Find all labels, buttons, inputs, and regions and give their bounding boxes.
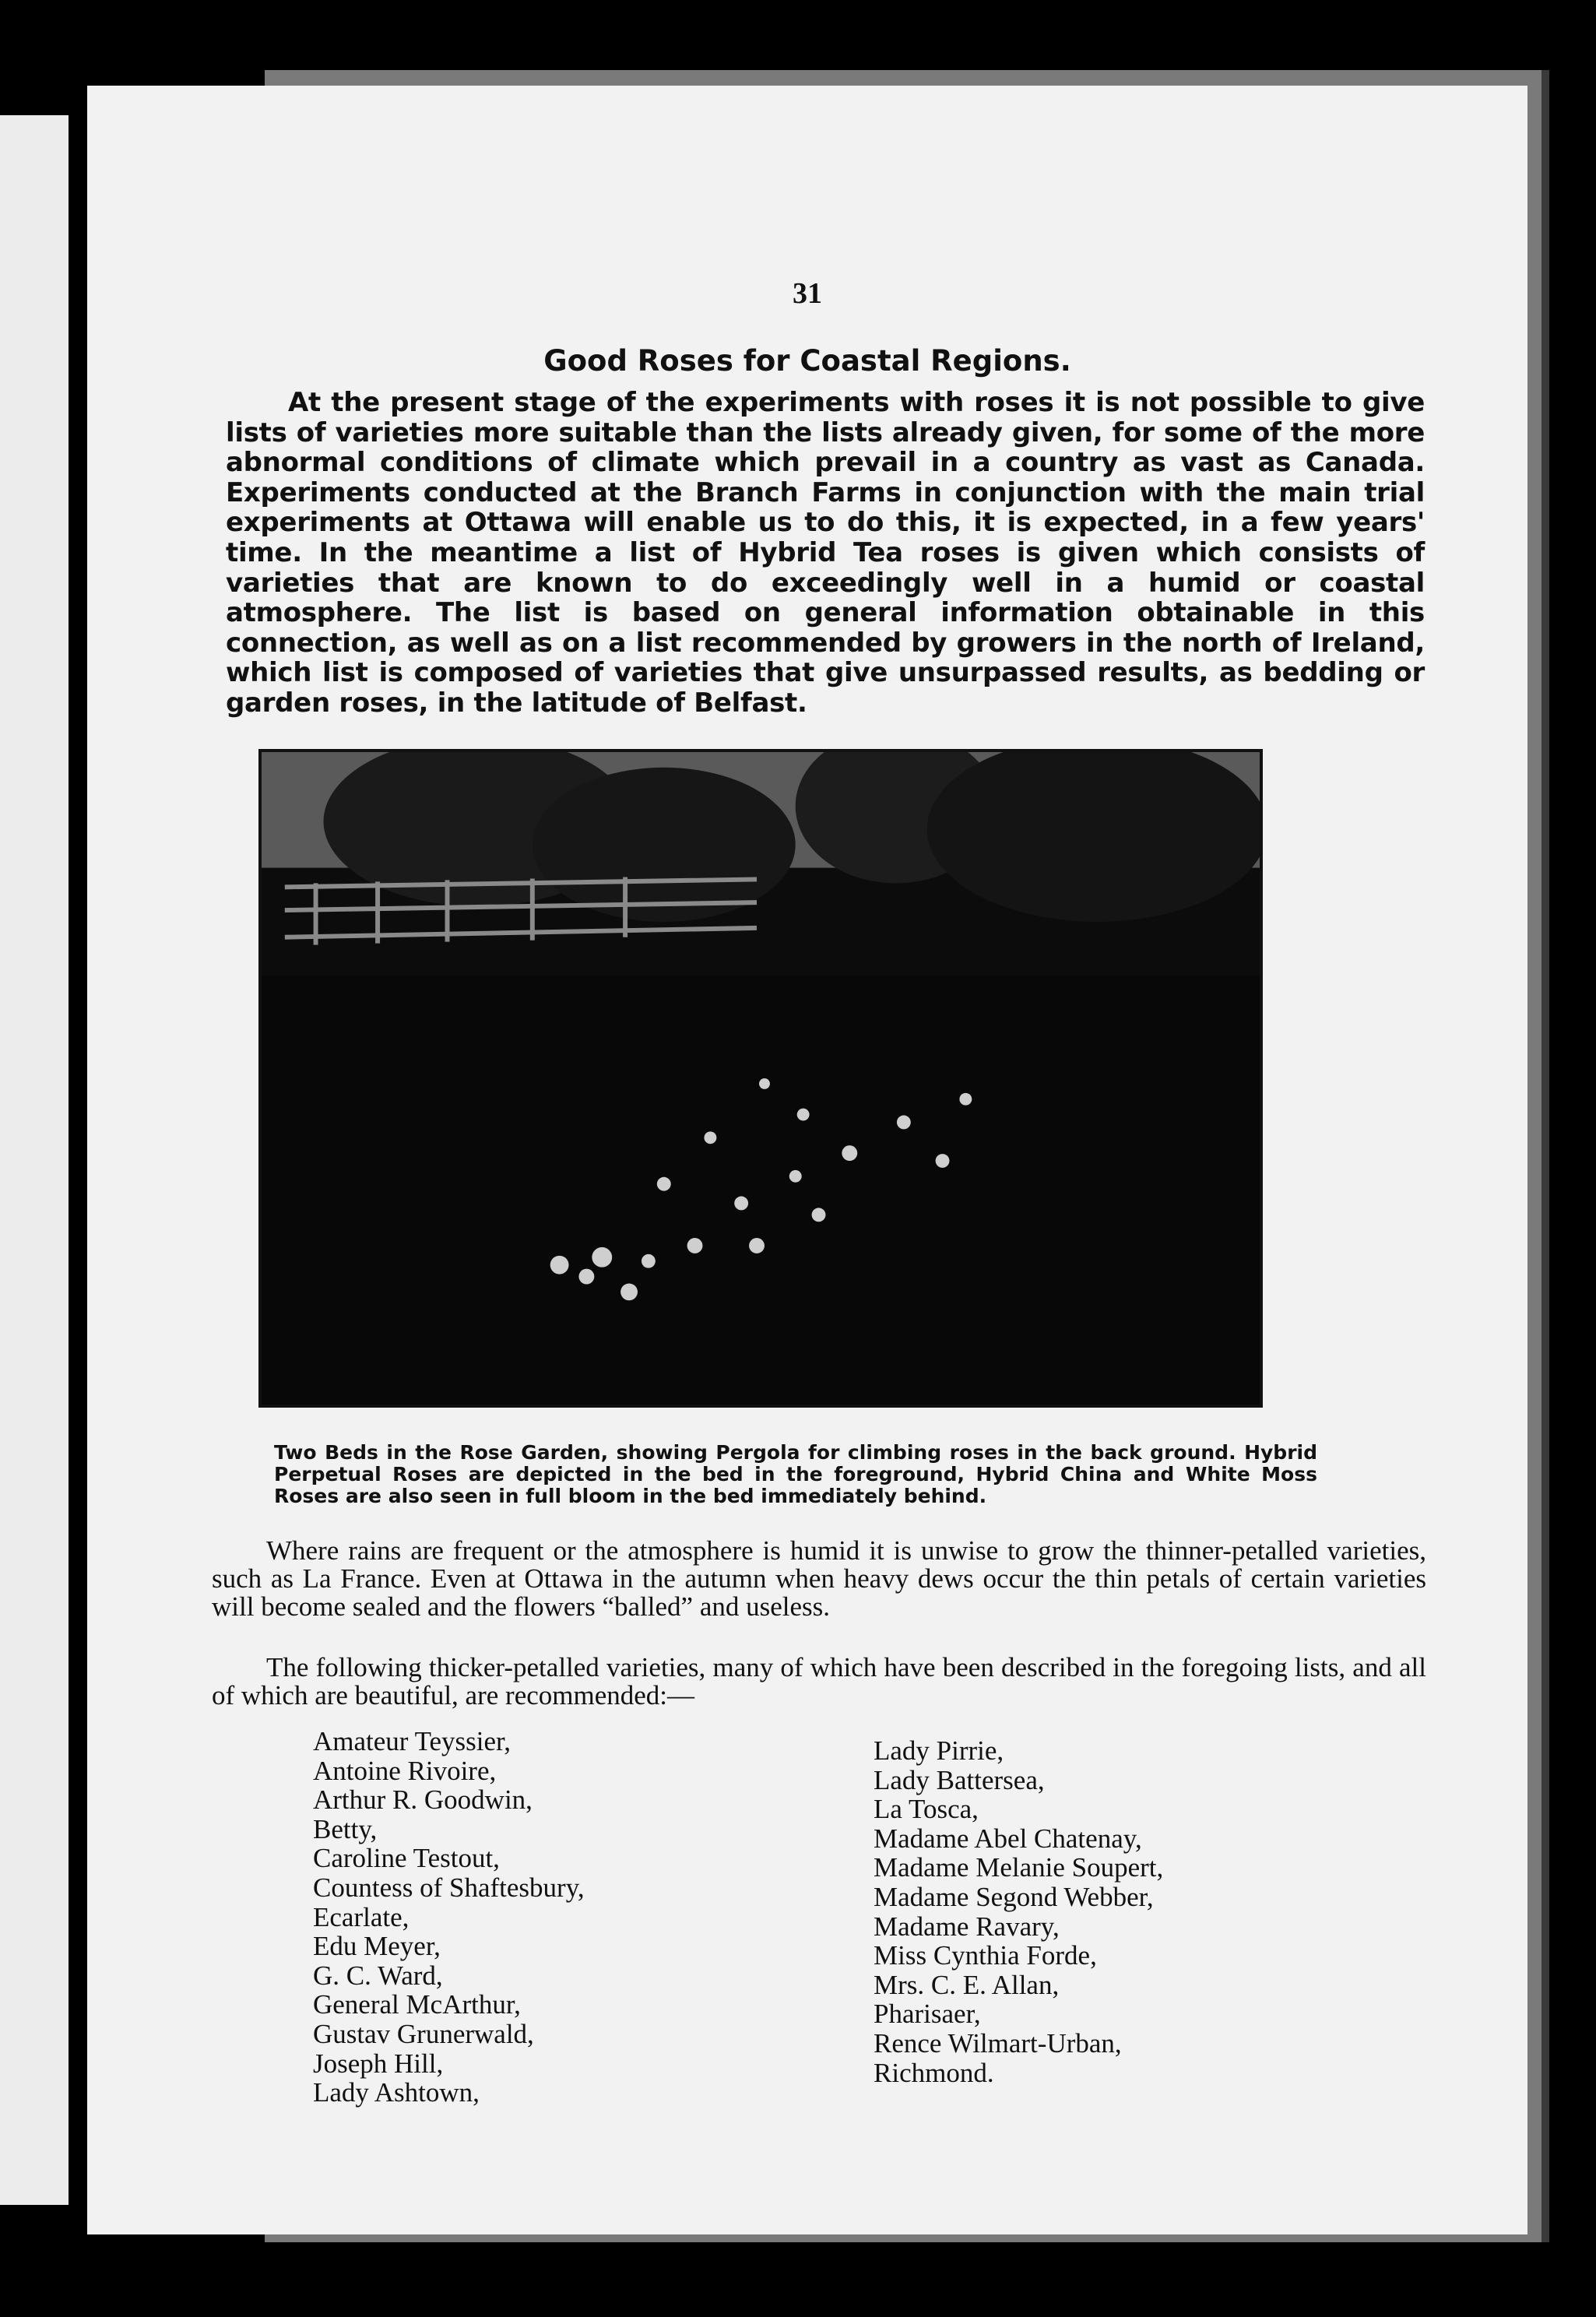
variety-item: Madame Ravary, (874, 1911, 1060, 1942)
variety-item: G. C. Ward, (313, 1960, 443, 1991)
page-number: 31 (793, 277, 822, 310)
variety-item: Madame Segond Webber, (874, 1881, 1154, 1912)
photo-caption: Two Beds in the Rose Garden, showing Pergola for climbing roses in the back ground. Hybrid Perpetual Roses are depicted in the bed in the foreground, Hybrid China and White Moss Roses are also seen in full bloom in the bed immediately behind. (274, 1441, 1317, 1507)
variety-item: Lady Battersea, (874, 1764, 1045, 1795)
variety-item: Ecarlate, (313, 1901, 410, 1932)
section-heading: Good Roses for Coastal Regions. (543, 344, 1071, 378)
variety-item: Lady Pirrie, (874, 1735, 1004, 1766)
variety-item: Madame Abel Chatenay, (874, 1823, 1142, 1854)
variety-item: General McArthur, (313, 1989, 521, 2020)
body-paragraph-recommended: The following thicker-petalled varieties, many of which have been described in the foregoing lists, and all of which are beautiful, are recommended:— (212, 1652, 1426, 1711)
variety-item: Miss Cynthia Forde, (874, 1940, 1097, 1971)
intro-paragraph: At the present stage of the experiments with roses it is not possible to give lists of varieties more suitable than the lists already given, for some of the more abnormal conditions of climate which prevail in a country as vast as Canada. Experiments conducted at the Branch Farms in conjunction with the main trial experiments at Ottawa will enable us to do this, it is expected, in a few years' time. In the meantime a list of Hybrid Tea roses is given which consists of varieties that are known to do exceedingly well in a humid or coastal atmosphere. The list is based on general information obtainable in this connection, as well as on a list recommended by growers in the north of Ireland, which list is composed of varieties that give unsurpassed results, as bedding or garden roses, in the latitude of Belfast. (226, 387, 1425, 719)
variety-item: Rence Wilmart-Urban, (874, 2027, 1122, 2059)
variety-item: Mrs. C. E. Allan, (874, 1969, 1060, 2000)
variety-list-right (874, 1736, 1341, 2087)
adjacent-page-edge (0, 115, 69, 2205)
variety-item: Gustav Grunerwald, (313, 2018, 534, 2049)
variety-item: Lady Ashtown, (313, 2077, 480, 2108)
variety-item: Antoine Rivoire, (313, 1755, 497, 1786)
variety-item: Richmond. (874, 2057, 994, 2088)
body-paragraph-humid: Where rains are frequent or the atmosphere is humid it is unwise to grow the thinner-petalled varieties, such as La France. Even at Ottawa in the autumn when heavy dews occur the thin petals of certain varieties will become sealed and the flowers “balled” and useless. (212, 1535, 1426, 1622)
document-page (87, 86, 1527, 2234)
variety-item: Countess of Shaftesbury, (313, 1872, 585, 1903)
variety-item: Caroline Testout, (313, 1843, 500, 1874)
variety-item: Edu Meyer, (313, 1931, 441, 1962)
variety-item: Arthur R. Goodwin, (313, 1784, 533, 1816)
rose-garden-photo (258, 749, 1263, 1408)
variety-item: Betty, (313, 1813, 378, 1844)
variety-item: La Tosca, (874, 1794, 979, 1825)
variety-list-left (313, 1727, 749, 2108)
variety-item: Amateur Teyssier, (313, 1726, 511, 1756)
photo-illustration (262, 752, 1260, 1405)
variety-item: Joseph Hill, (313, 2048, 444, 2079)
variety-item: Madame Melanie Soupert, (874, 1852, 1164, 1883)
variety-item: Pharisaer, (874, 1999, 981, 2030)
